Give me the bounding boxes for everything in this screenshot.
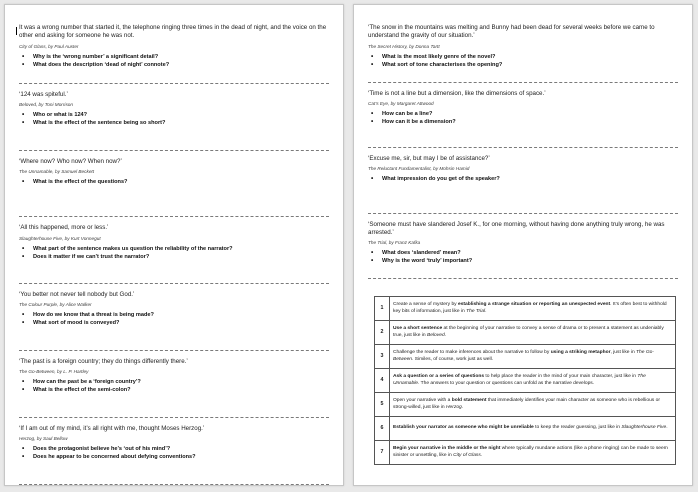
quote-source: The Secret History, by Donna Tartt — [368, 43, 440, 49]
tip-emphasis: Use a short sentence — [393, 326, 443, 331]
tip-fragment: to keep the reader guessing, just like in — [533, 425, 622, 431]
question-item: • How do we know that a threat is being made? — [19, 311, 329, 319]
tip-title-ref: Slaughterhouse Five — [621, 425, 667, 431]
dashed-divider — [19, 83, 329, 84]
quote-source: The Trial, by Franz Kafka — [368, 240, 421, 246]
tip-number: 4 — [375, 369, 390, 393]
quote-entry — [368, 221, 678, 287]
quote-entry — [19, 425, 329, 492]
quote-source: The Go-Between, by L. P. Hartley — [19, 369, 89, 375]
question-item: • What is the most likely genre of the novel? — [368, 53, 678, 61]
tip-fragment: , just like in — [610, 350, 637, 355]
tip-emphasis: using a striking metaphor — [550, 350, 611, 355]
dashed-divider — [19, 150, 329, 151]
question-item: • What does ‘slandered’ mean? — [368, 249, 678, 257]
tip-text — [390, 345, 676, 369]
question-item: • What does the description ‘dead of night’ connote? — [19, 61, 329, 69]
tip-text — [390, 417, 676, 441]
tip-text — [390, 393, 676, 417]
quote-entry — [19, 24, 329, 91]
question-item: • Why is the ‘wrong number’ a significant detail? — [19, 53, 329, 61]
quote-entry — [368, 155, 678, 221]
tip-fragment: to help place the reader in the mind of your main character, just like in — [484, 374, 638, 379]
question-item: • What is the effect of the sentence being so short? — [19, 119, 329, 127]
question-list — [19, 445, 329, 461]
opening-line-quote: ‘Excuse me, sir, but may I be of assistance?’ — [368, 155, 490, 163]
quote-source: Beloved, by Toni Morrison — [19, 102, 74, 108]
left-page — [4, 4, 344, 486]
question-item: • What is the effect of the questions? — [19, 178, 329, 186]
tip-fragment: . It’s often best to withhold key bits of information, just like in — [393, 302, 667, 314]
question-item: • Why is the word ‘truly’ important? — [368, 257, 678, 265]
tip-fragment: . Similes, of course, work just as well. — [412, 356, 494, 362]
quote-entry — [19, 358, 329, 425]
question-item: • Does it matter if we can’t trust the narrator? — [19, 253, 329, 261]
right-entries — [368, 24, 678, 286]
tip-fragment: at the beginning of your narrative to convey a sense of drama or to present a statement as undeniably true, just like in — [393, 326, 664, 338]
tip-title-ref: City of Glass — [453, 452, 481, 458]
tip-fragment: . — [485, 308, 487, 314]
tip-row — [375, 345, 676, 369]
question-item: • What sort of tone characterises the opening? — [368, 61, 678, 69]
tip-number: 1 — [375, 297, 390, 321]
opening-line-quote: ‘Where now? Who now? When now?’ — [19, 157, 122, 165]
tip-fragment: . — [480, 452, 483, 458]
question-list — [19, 111, 329, 127]
tip-row — [375, 321, 676, 345]
quote-source: Herzog, by Saul Bellow — [19, 436, 68, 442]
question-list — [19, 53, 329, 69]
tip-emphasis: bold statement — [451, 398, 487, 403]
tip-row — [375, 393, 676, 417]
question-item: • What impression do you get of the speaker? — [368, 175, 678, 183]
tip-emphasis: Ask a question or a series of questions — [393, 374, 485, 379]
opening-line-quote: ‘If I am out of my mind, it’s all right with me, thought Moses Herzog.’ — [19, 424, 205, 432]
quote-entry — [19, 158, 329, 225]
tip-fragment: where typically mundane actions (like a phone ringing) can be made to seem sinister or unsettling, like in — [393, 446, 668, 458]
tip-title-ref: The Unnamable — [393, 374, 646, 386]
quote-entry — [19, 91, 329, 158]
tips-table — [374, 296, 676, 465]
tip-fragment: Challenge the reader to make inferences about the narrative to follow by — [393, 350, 551, 355]
tip-row — [375, 417, 676, 441]
tip-fragment: Open your narrative with a — [393, 398, 452, 403]
tip-number: 5 — [375, 393, 390, 417]
opening-line-quote: ‘The snow in the mountains was melting and Bunny had been dead for several weeks before we came to understand the gravity of our situation.’ — [368, 24, 655, 40]
tip-text — [390, 369, 676, 393]
tip-text — [390, 321, 676, 345]
question-item: • How can be a line? — [368, 110, 678, 118]
text-cursor — [16, 27, 17, 35]
question-item: • What sort of mood is conveyed? — [19, 319, 329, 327]
tip-row — [375, 441, 676, 465]
tip-number: 6 — [375, 417, 390, 441]
tip-number: 7 — [375, 441, 390, 465]
dashed-divider — [19, 283, 329, 284]
quote-source: Slaughterhouse Five, by Kurt Vonnegut — [19, 235, 101, 241]
question-item: • Does he appear to be concerned about defying conventions? — [19, 453, 329, 461]
question-list — [368, 175, 678, 183]
quote-entry — [368, 24, 678, 90]
question-list — [368, 53, 678, 69]
tip-emphasis: establishing a strange situation or reporting an unexpected event — [457, 302, 611, 307]
question-list — [368, 249, 678, 265]
question-item: • Who or what is 124? — [19, 111, 329, 119]
right-page — [353, 4, 693, 486]
tip-emphasis: Begin your narrative in the middle or the night — [393, 446, 501, 451]
opening-line-quote: ‘124 was spiteful.’ — [19, 90, 68, 98]
quote-source: Cat’s Eye, by Margaret Attwood — [368, 100, 434, 106]
question-item: • What part of the sentence makes us question the reliability of the narrator? — [19, 245, 329, 253]
dashed-divider — [19, 484, 329, 485]
dashed-divider — [368, 82, 678, 83]
opening-line-quote: ‘Time is not a line but a dimension, like the dimensions of space.’ — [368, 89, 546, 97]
opening-line-quote: ‘Someone must have slandered Josef K., for one morning, without having done anything truly wrong, he was arrested.’ — [368, 220, 665, 237]
question-list — [368, 110, 678, 126]
question-list — [19, 378, 329, 394]
opening-line-quote: It was a wrong number that started it, the telephone ringing three times in the dead of night, and the voice on the other end asking for someone he was not. — [19, 24, 327, 40]
tip-emphasis: Establish your narrator as someone who might be unreliable — [393, 425, 534, 431]
tip-fragment: Create a sense of mystery by — [393, 302, 458, 307]
question-list — [19, 311, 329, 327]
tip-title-ref: Beloved — [426, 332, 445, 338]
question-item: • How can the past be a ‘foreign country’? — [19, 378, 329, 386]
opening-line-quote: ‘You better not never tell nobody but God.’ — [19, 291, 135, 299]
dashed-divider — [368, 278, 678, 279]
tip-title-ref: The Trial — [466, 308, 486, 314]
tip-row — [375, 369, 676, 393]
tip-title-ref: The Go-Between — [393, 350, 654, 362]
tip-fragment: . — [666, 425, 668, 431]
question-item: • What is the effect of the semi-colon? — [19, 386, 329, 394]
dashed-divider — [19, 216, 329, 217]
question-item: • Does the protagonist believe he’s ‘out of his mind’? — [19, 445, 329, 453]
tip-fragment: . The answers to your question or questions can unfold as the narrative develops. — [418, 380, 595, 386]
tip-row — [375, 297, 676, 321]
quote-source: The Reluctant Fundamentalist, by Mohsin Hamid — [368, 166, 470, 172]
quote-entry — [19, 291, 329, 358]
tip-fragment: that immediately identifies your main character as someone who is rebellious or strong-willed, just like in — [393, 398, 660, 410]
quote-source: City of Glass, by Paul Auster — [19, 43, 79, 49]
dashed-divider — [19, 417, 329, 418]
tip-text — [390, 297, 676, 321]
quote-entry — [19, 224, 329, 291]
quote-source: The Colour Purple, by Alice Walker — [19, 302, 92, 308]
opening-line-quote: ‘All this happened, more or less.’ — [19, 224, 109, 232]
tip-title-ref: Herzog — [446, 404, 462, 410]
question-list — [19, 245, 329, 261]
question-item: • How can it be a dimension? — [368, 118, 678, 126]
quote-source: The Unnamable, by Samuel Beckett — [19, 168, 95, 174]
dashed-divider — [368, 147, 678, 148]
dashed-divider — [19, 350, 329, 351]
tip-number: 2 — [375, 321, 390, 345]
quote-entry — [368, 90, 678, 156]
tip-number: 3 — [375, 345, 390, 369]
opening-line-quote: ‘The past is a foreign country; they do things differently there.’ — [19, 357, 188, 365]
dashed-divider — [368, 213, 678, 214]
tip-fragment: . — [444, 332, 447, 338]
tip-fragment: . — [461, 404, 464, 410]
question-list — [19, 178, 329, 186]
tip-text — [390, 441, 676, 465]
left-entries — [19, 24, 329, 492]
